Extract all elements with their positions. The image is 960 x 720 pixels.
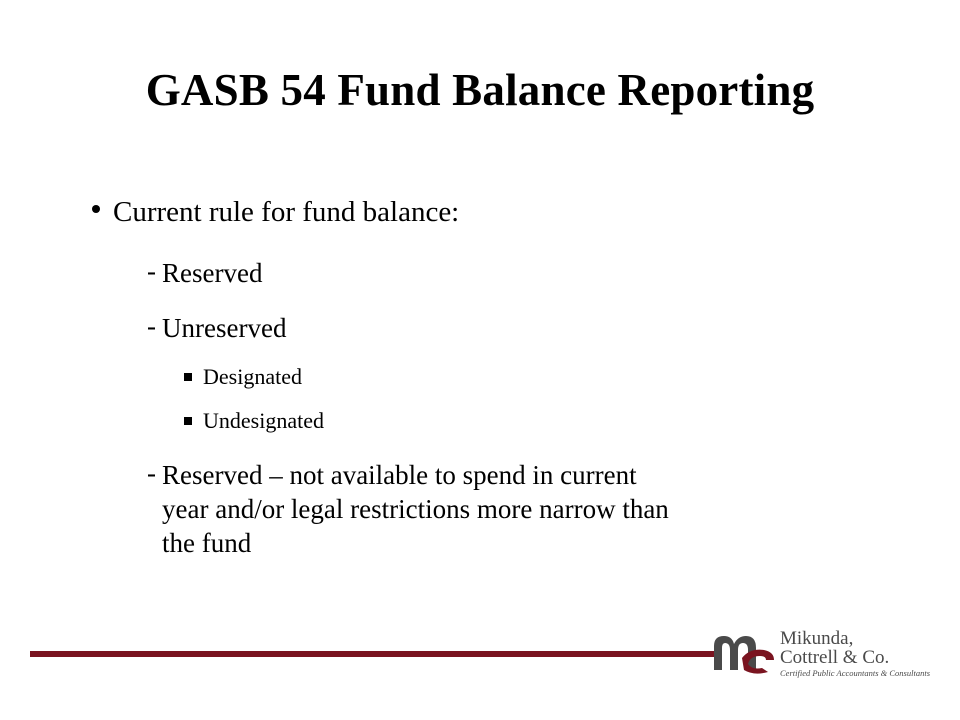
list-item-reserved <box>147 256 262 290</box>
bullet-item <box>92 196 459 229</box>
definition-line-1: Reserved – not available to spend in current <box>162 460 637 490</box>
footer-rule <box>30 651 720 657</box>
definition-line-2: year and/or legal restrictions more narrow than <box>162 494 669 524</box>
sublist-item-undesignated <box>184 408 324 434</box>
list-item-reserved-definition <box>147 458 669 560</box>
dash-marker: - <box>147 311 156 341</box>
dash-marker: - <box>147 458 156 488</box>
slide-title: GASB 54 Fund Balance Reporting <box>145 65 815 115</box>
bullet-text: Current rule for fund balance: <box>113 196 460 228</box>
logo-name-line-2: Cottrell & Co. <box>780 647 890 668</box>
list-item-unreserved <box>147 311 286 345</box>
logo-name-line-1: Mikunda, <box>780 628 854 649</box>
mc-logo-icon <box>712 628 776 674</box>
sublist-item-label: Designated <box>203 364 302 389</box>
square-bullet-icon <box>184 373 192 381</box>
sublist-item-designated <box>184 364 302 390</box>
square-bullet-icon <box>184 417 192 425</box>
company-logo <box>712 628 942 676</box>
list-item-label: Reserved <box>162 258 263 288</box>
bullet-dot-icon <box>92 205 100 213</box>
dash-marker: - <box>147 256 156 286</box>
sublist-item-label: Undesignated <box>203 408 324 433</box>
logo-tagline: Certified Public Accountants & Consultants <box>780 668 931 678</box>
list-item-label: Unreserved <box>162 313 287 343</box>
definition-line-3: the fund <box>162 528 252 558</box>
list-item-label <box>162 458 669 560</box>
